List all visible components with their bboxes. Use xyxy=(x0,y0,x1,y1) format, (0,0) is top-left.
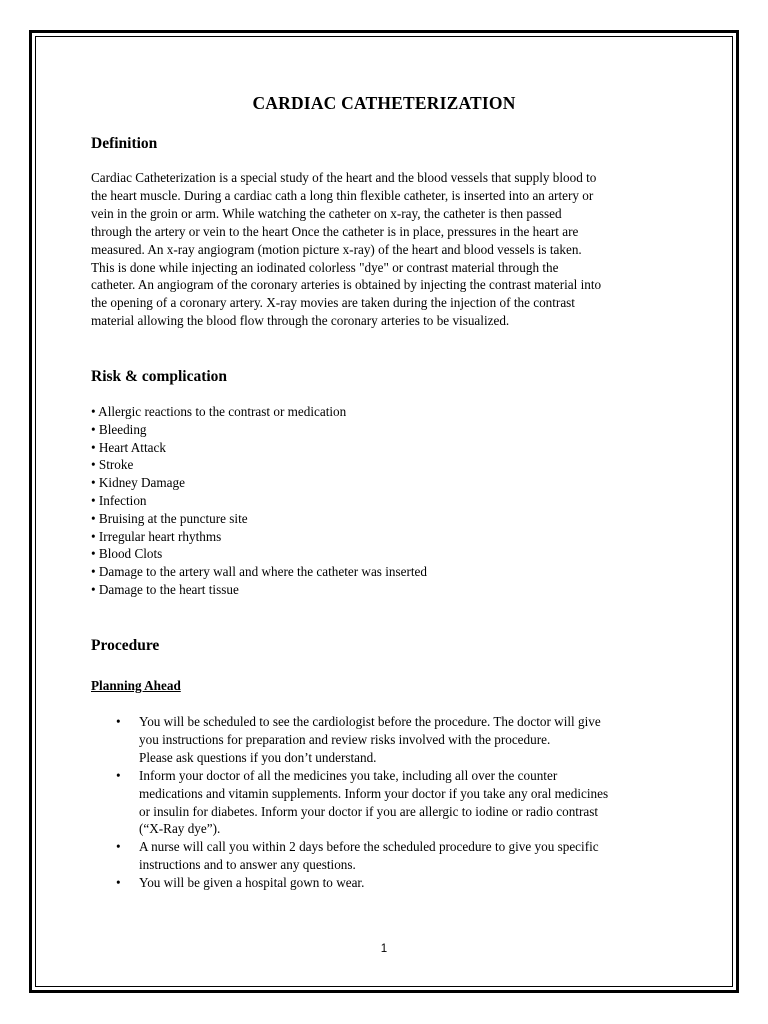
definition-line: catheter. An angiogram of the coronary arteries is obtained by injecting the contrast material into xyxy=(91,277,602,293)
list-item xyxy=(91,713,681,767)
list-item-line: instructions and to answer any questions. xyxy=(139,857,356,873)
definition-line: Cardiac Catheterization is a special study of the heart and the blood vessels that supply blood to xyxy=(91,170,597,185)
risk-item: • Kidney Damage xyxy=(91,475,185,491)
definition-line: the opening of a coronary artery. X-ray movies are taken during the injection of the contrast xyxy=(91,295,575,311)
risk-item: • Bruising at the puncture site xyxy=(91,510,248,526)
bullet-marker: • xyxy=(116,875,121,891)
list-item xyxy=(91,838,681,874)
list-item-line: You will be scheduled to see the cardiologist before the procedure. The doctor will give xyxy=(139,714,601,729)
risk-item: • Stroke xyxy=(91,457,134,473)
procedure-heading: Procedure xyxy=(91,637,160,654)
risk-item: • Damage to the heart tissue xyxy=(91,581,239,597)
definition-line: vein in the groin or arm. While watching the catheter on x-ray, the catheter is then passed xyxy=(91,205,562,221)
list-item-line: Inform your doctor of all the medicines you take, including all over the counter xyxy=(139,767,558,783)
bullet-marker: • xyxy=(116,714,121,729)
definition-line: material allowing the blood flow through the coronary arteries to be visualized. xyxy=(91,313,510,329)
list-item-line: Please ask questions if you don’t understand. xyxy=(139,749,377,765)
bullet-marker: • xyxy=(116,839,121,855)
list-item-line: A nurse will call you within 2 days before the scheduled procedure to give you specific xyxy=(139,839,599,855)
definition-paragraph xyxy=(91,169,681,330)
list-item-line: you instructions for preparation and review risks involved with the procedure. xyxy=(139,731,551,747)
list-item xyxy=(91,874,681,892)
risk-item: • Bleeding xyxy=(91,421,147,437)
document-title: CARDIAC CATHETERIZATION xyxy=(252,93,516,113)
definition-heading: Definition xyxy=(91,135,158,152)
list-item-line: medications and vitamin supplements. Inform your doctor if you take any oral medicines xyxy=(139,785,609,801)
risk-item: • Heart Attack xyxy=(91,439,166,455)
definition-line: through the artery or vein to the heart Once the catheter is in place, pressures in the heart are xyxy=(91,223,579,239)
risk-item: • Damage to the artery wall and where the catheter was inserted xyxy=(91,564,427,580)
definition-line: measured. An x-ray angiogram (motion picture x-ray) of the heart and blood vessels is taken. xyxy=(91,241,582,257)
definition-line: This is done while injecting an iodinated colorless "dye" or contrast material through the xyxy=(91,259,559,275)
list-item xyxy=(91,767,681,839)
page-number: 1 xyxy=(380,943,388,955)
list-item-line: You will be given a hospital gown to wear. xyxy=(139,875,365,891)
risk-item: • Blood Clots xyxy=(91,546,163,562)
definition-line: the heart muscle. During a cardiac cath a long thin flexible catheter, is inserted into an artery or xyxy=(91,187,594,203)
risk-heading: Risk & complication xyxy=(91,368,228,385)
risk-item: • Infection xyxy=(91,492,147,508)
bullet-marker: • xyxy=(116,767,121,783)
planning-ahead-subheading: Planning Ahead xyxy=(91,678,181,693)
list-item-line: (“X-Ray dye”). xyxy=(139,821,221,837)
list-item-line: or insulin for diabetes. Inform your doctor if you are allergic to iodine or radio contrast xyxy=(139,803,598,819)
planning-list xyxy=(91,713,681,892)
risk-item: • Allergic reactions to the contrast or medication xyxy=(91,404,347,419)
risk-item: • Irregular heart rhythms xyxy=(91,528,222,544)
risk-list xyxy=(91,403,427,599)
